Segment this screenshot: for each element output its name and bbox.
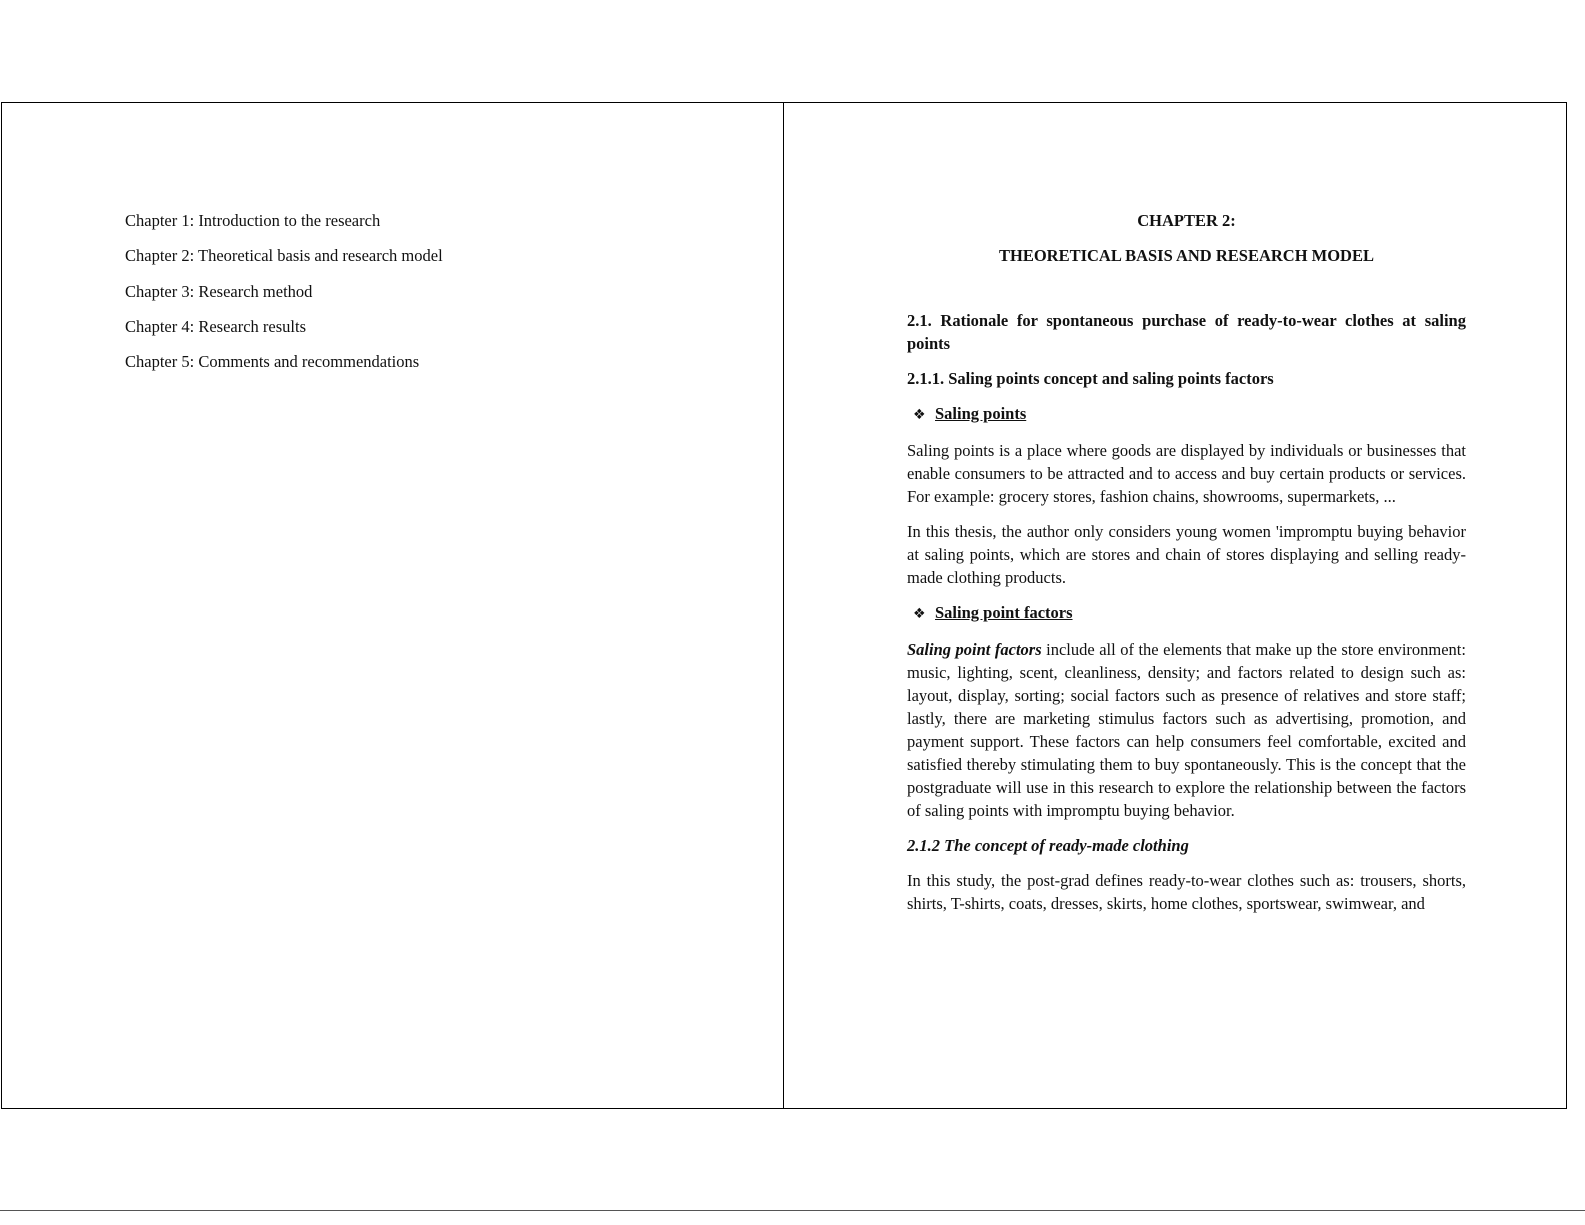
chapter-list-item: Chapter 4: Research results [125, 316, 306, 336]
bullet-heading-text: Saling points [935, 404, 1027, 423]
left-page [2, 103, 784, 1108]
paragraph [907, 638, 1466, 822]
chapter-list-item: Chapter 3: Research method [125, 281, 313, 301]
paragraph: In this study, the post-grad defines ready-to-wear clothes such as: trousers, shorts, shirts, T-shirts, coats, dresses, skirts, home clothes, sportswear, swimwear, and [907, 871, 1466, 913]
chapter-subtitle: THEORETICAL BASIS AND RESEARCH MODEL [998, 246, 1374, 265]
bullet-heading-saling-points [913, 402, 1466, 427]
section-heading-2-1-2: 2.1.2 The concept of ready-made clothing [907, 836, 1189, 855]
diamond-bullet-icon: ❖ [913, 407, 926, 423]
chapter-list [125, 203, 443, 379]
chapter-list-item: Chapter 5: Comments and recommendations [125, 352, 420, 372]
chapter-list-item: Chapter 2: Theoretical basis and research model [125, 246, 443, 266]
bullet-heading-saling-point-factors [913, 601, 1466, 626]
bullet-heading-text: Saling point factors [935, 603, 1073, 622]
section-heading-2-1-1: 2.1.1. Saling points concept and saling points factors [907, 369, 1274, 388]
right-page [784, 103, 1566, 1108]
defined-term: Saling point factors [907, 640, 1042, 659]
paragraph: In this thesis, the author only considers young women 'impromptu buying behavior at saling points, which are stores and chain of stores displaying and selling ready-made clothing products. [907, 522, 1466, 587]
paragraph: Saling points is a place where goods are displayed by individuals or businesses that enable consumers to be attracted and to access and buy certain products or services. For example: grocery stores, fashion chains, showrooms, supermarkets, ... [907, 441, 1466, 506]
diamond-bullet-icon: ❖ [913, 606, 926, 622]
bottom-divider [0, 1210, 1585, 1211]
chapter-list-item: Chapter 1: Introduction to the research [125, 211, 381, 230]
paragraph-text: include all of the elements that make up the store environment: music, lighting, scent, cleanliness, density; and factors related to design such as: layout, display, sorting; social factors such as presence of relatives and store staff; lastly, there are marketing stimulus factors such as advertising, promotion, and payment support. These factors can help consumers feel comfortable, excited and satisfied thereby stimulating them to buy spontaneously. This is the concept that the postgraduate will use in this research to explore the relationship between the factors of saling points with impromptu buying behavior. [907, 640, 1466, 820]
document-spread [1, 102, 1567, 1109]
section-heading-2-1: 2.1. Rationale for spontaneous purchase of ready-to-wear clothes at saling points [907, 311, 1466, 353]
page-content [907, 203, 1466, 927]
chapter-title: CHAPTER 2: [1137, 211, 1236, 230]
